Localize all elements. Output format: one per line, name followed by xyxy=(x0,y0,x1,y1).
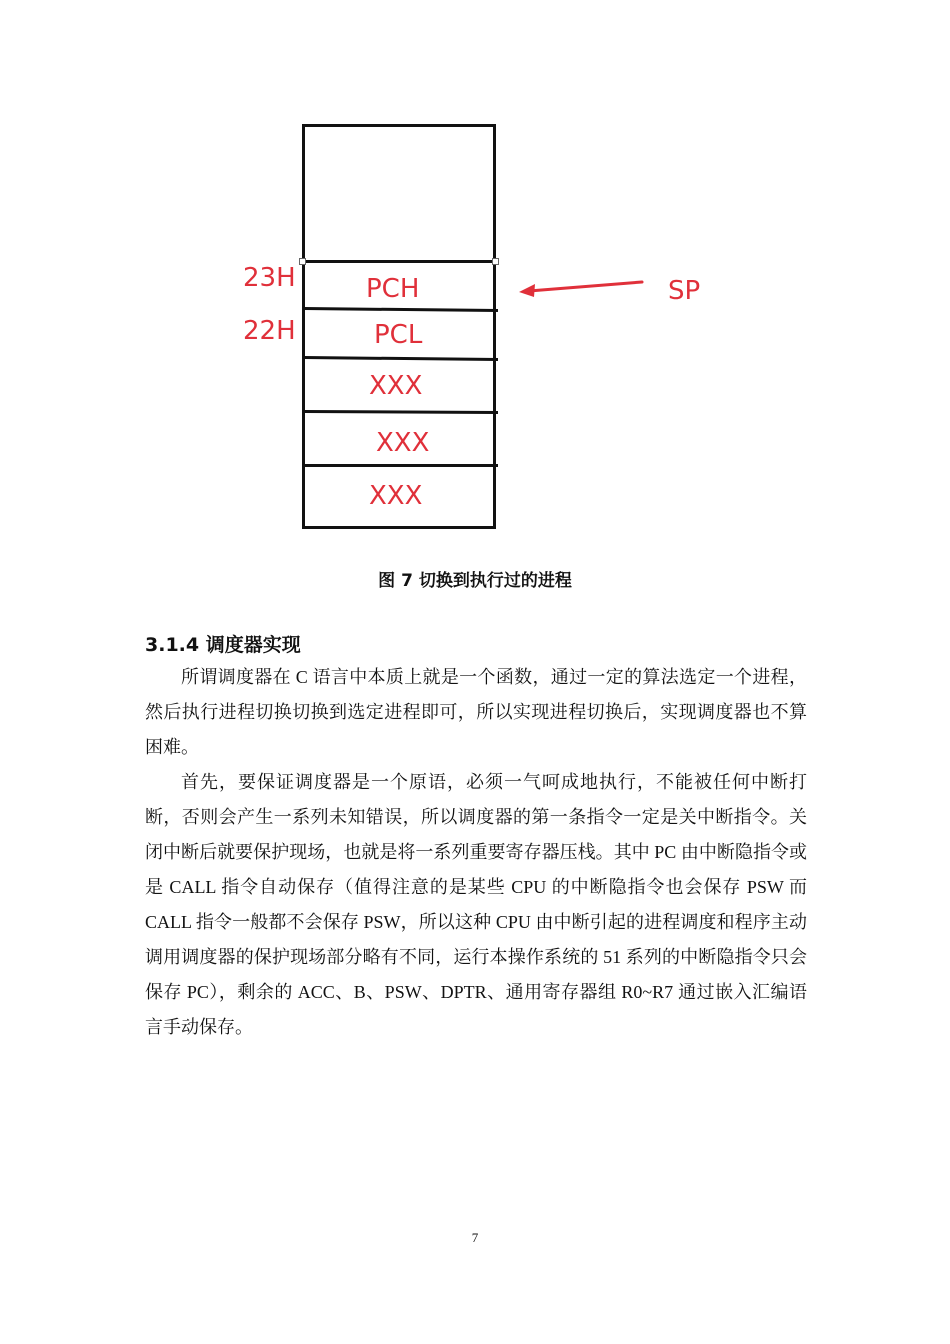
cell-label-pcl: PCL xyxy=(374,320,423,350)
cell-label-xxx: XXX xyxy=(369,371,423,401)
stack-divider xyxy=(302,260,496,263)
stack-pointer-arrow-icon xyxy=(515,278,645,298)
selection-handle xyxy=(492,258,499,265)
stack-diagram xyxy=(0,0,950,540)
stack-divider xyxy=(302,464,498,467)
paragraph: 所谓调度器在 C 语言中本质上就是一个函数，通过一定的算法选定一个进程，然后执行进程切换切换到选定进程即可，所以实现进程切换后，实现调度器也不算困难。 xyxy=(145,667,807,757)
address-label-22h: 22H xyxy=(243,316,296,346)
figure-caption: 图 7 切换到执行过的进程 xyxy=(378,571,572,591)
section-heading: 3.1.4 调度器实现 xyxy=(145,634,301,656)
cell-label-xxx: XXX xyxy=(369,481,423,511)
address-label-23h: 23H xyxy=(243,263,296,293)
cell-label-pch: PCH xyxy=(366,274,420,304)
stack-pointer-label: SP xyxy=(668,276,701,306)
cell-label-xxx: XXX xyxy=(376,428,430,458)
page-number: 7 xyxy=(471,1230,479,1245)
selection-handle xyxy=(299,258,306,265)
paragraph: 首先，要保证调度器是一个原语，必须一气呵成地执行，不能被任何中断打断，否则会产生一系列未知错误，所以调度器的第一条指令一定是关中断指令。关闭中断后就要保护现场，也就是将一系列重要寄存器压栈。其中 PC 由中断隐指令或是 CALL 指令自动保存（值得注意的是某些 CPU 的中断隐指令也会保存 PSW 而 CALL 指令一般都不会保存 PSW，所以这种 CPU 由中断引起的进程调度和程序主动调用调度器的保护现场部分略有不同，运行本操作系统的 51 系列的中断隐指令只会保存 PC），剩余的 ACC、B、PSW、DPTR、通用寄存器组 R0~R7 通过嵌入汇编语言手动保存。 xyxy=(145,772,807,1037)
